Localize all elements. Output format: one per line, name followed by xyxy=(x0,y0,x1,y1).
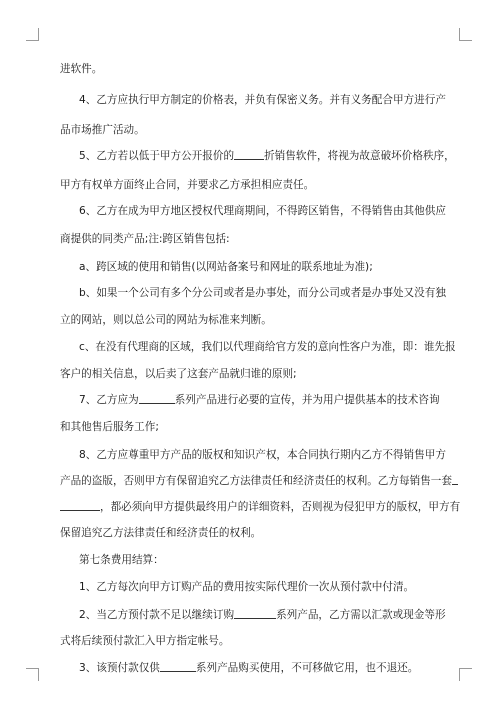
line-text: 6、乙方在成为甲方地区授权代理商期间，不得跨区销售，不得销售由其他供应 xyxy=(79,205,446,217)
crop-mark-top-right xyxy=(459,28,472,41)
line-text: 保留追究乙方法律责任和经济责任的权利。 xyxy=(60,527,262,539)
paragraph-line xyxy=(60,178,314,192)
paragraph-line xyxy=(60,634,230,648)
paragraph-line xyxy=(60,123,145,137)
line-text: 客户的相关信息，以后卖了这套产品就归谁的原则; xyxy=(60,368,297,380)
paragraph-line xyxy=(60,526,261,540)
paragraph-line xyxy=(79,260,373,274)
line-text: 3、该预付款仅供 xyxy=(79,662,160,674)
line-text: 1、乙方每次向甲方订购产品的费用按实际代理价一次从预付款中付清。 xyxy=(79,581,415,593)
fill-in-blank xyxy=(139,393,175,404)
line-text: 系列产品购买使用，不可移做它用，也不退还。 xyxy=(195,662,419,674)
line-text: 甲方有权单方面终止合同，并要求乙方承担相应责任。 xyxy=(60,179,315,191)
paragraph-line xyxy=(60,62,102,76)
paragraph-line xyxy=(60,367,297,381)
line-text: 系列产品，乙方需以汇款或现金等形 xyxy=(276,609,446,621)
paragraph-line xyxy=(60,232,230,246)
line-text: 品市场推广活动。 xyxy=(60,124,145,136)
line-text: 立的网站，则以总公司的网站为标准来判断。 xyxy=(60,314,272,326)
line-text: 4、乙方应执行甲方制定的价格表，并负有保密义务。并有义务配合甲方进行产 xyxy=(79,94,446,106)
crop-mark-top-left xyxy=(26,28,39,41)
crop-mark-bottom-right xyxy=(459,668,472,681)
fill-in-blank xyxy=(234,149,264,160)
line-text: 系列产品进行必要的宣传，并为用户提供基本的技术咨询 xyxy=(174,394,440,406)
paragraph-line xyxy=(79,661,418,675)
line-text: 8、乙方应尊重甲方产品的版权和知识产权，本合同执行期内乙方不得销售甲方 xyxy=(79,449,446,461)
line-text: ，都必须向甲方提供最终用户的详细资料，否则视为侵犯甲方的版权，甲方有 xyxy=(100,501,461,513)
paragraph-line xyxy=(79,393,440,407)
paragraph-line xyxy=(79,204,446,218)
line-text: 进软件。 xyxy=(60,63,103,75)
line-text: 式将后续预付款汇入甲方指定帐号。 xyxy=(60,635,230,647)
paragraph-line xyxy=(79,149,455,163)
paragraph-line xyxy=(79,448,446,462)
line-text: a、跨区域的使用和销售(以网站备案号和网址的联系地址为准); xyxy=(79,261,373,273)
crop-mark-bottom-left xyxy=(26,668,39,681)
fill-in-blank xyxy=(160,661,196,672)
fill-in-blank xyxy=(60,500,100,511)
paragraph-line xyxy=(79,93,446,107)
line-text: c、在没有代理商的区域，我们以代理商给官方发的意向性客户为准，即：谁先报 xyxy=(79,341,456,353)
line-text: 7、乙方应为 xyxy=(79,394,139,406)
fill-in-blank xyxy=(452,474,458,485)
line-text: 商提供的同类产品;注:跨区销售包括: xyxy=(60,233,230,245)
paragraph-line xyxy=(79,286,446,300)
line-text: 5、乙方若以低于甲方公开报价的 xyxy=(79,150,235,162)
paragraph-line xyxy=(79,340,456,354)
line-text: 产品的盗版，否则甲方有保留追究乙方法律责任和经济责任的权利。乙方每销售一套 xyxy=(60,475,452,487)
line-text: 和其他售后服务工作; xyxy=(60,421,159,433)
line-text: b、如果一个公司有多个分公司或者是办事处，而分公司或者是办事处又没有独 xyxy=(79,287,446,299)
paragraph-line xyxy=(60,474,458,488)
fill-in-blank xyxy=(234,608,276,619)
paragraph-line xyxy=(60,313,272,327)
paragraph-line xyxy=(79,608,446,622)
line-text: 2、当乙方预付款不足以继续订购 xyxy=(79,609,235,621)
heading-text: 第七条费用结算： xyxy=(79,554,164,566)
section-heading xyxy=(79,553,164,567)
line-text: 折销售软件，将视为故意破坏价格秩序， xyxy=(264,150,455,162)
paragraph-line xyxy=(60,500,460,514)
paragraph-line xyxy=(60,420,159,434)
paragraph-line xyxy=(79,580,414,594)
